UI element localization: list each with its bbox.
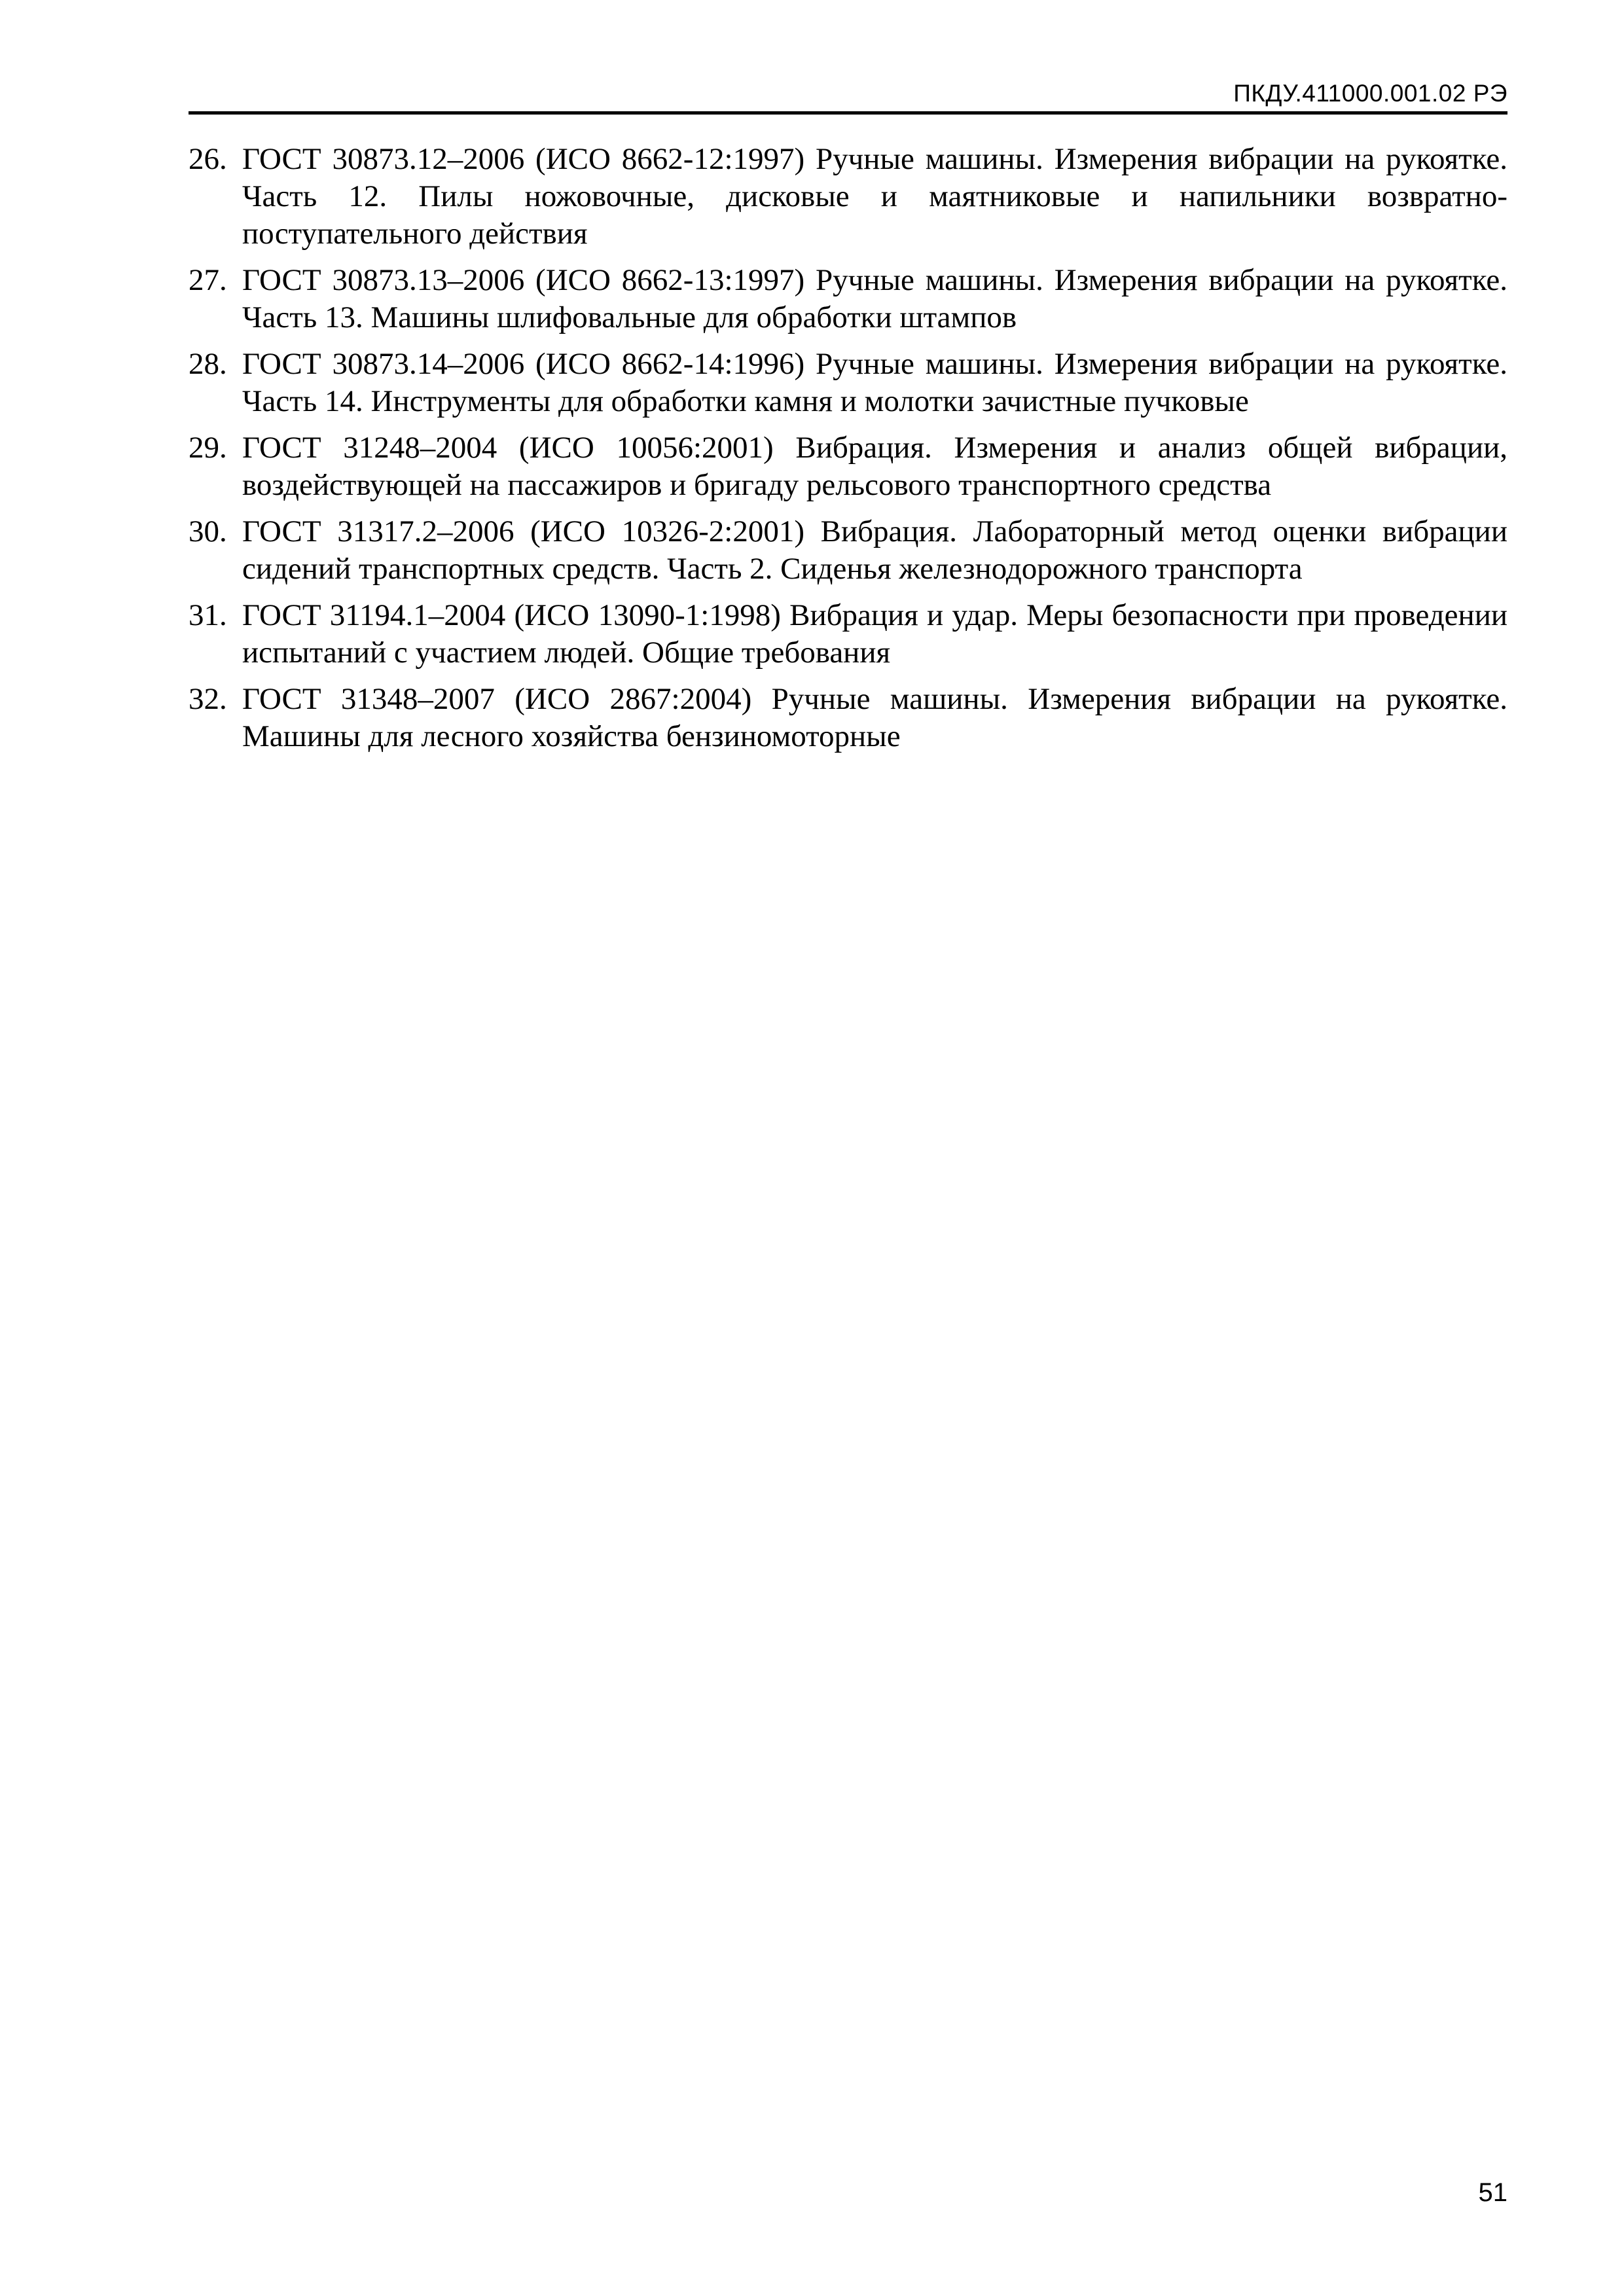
reference-number: 26.: [189, 142, 227, 176]
header-rule: [189, 111, 1507, 115]
reference-text: ГОСТ 31248–2004 (ИСО 10056:2001) Вибрация. Измерения и анализ общей вибрации, воздействующей на пассажиров и бригаду рельсового транспортного средства: [242, 431, 1507, 502]
reference-number: 27.: [189, 263, 227, 297]
reference-text: ГОСТ 31194.1–2004 (ИСО 13090-1:1998) Вибрация и удар. Меры безопасности при проведении испытаний с участием людей. Общие требования: [242, 598, 1507, 670]
reference-text: ГОСТ 30873.12–2006 (ИСО 8662-12:1997) Ручные машины. Измерения вибрации на рукоятке. Часть 12. Пилы ножовочные, дисковые и маятниковые и напильники возвратно-поступательного действия: [242, 142, 1507, 251]
reference-text: ГОСТ 31317.2–2006 (ИСО 10326-2:2001) Вибрация. Лабораторный метод оценки вибрации сидений транспортных средств. Часть 2. Сиденья железнодорожного транспорта: [242, 514, 1507, 586]
reference-item: [189, 141, 1507, 253]
reference-number: 32.: [189, 682, 227, 716]
reference-text: ГОСТ 30873.14–2006 (ИСО 8662-14:1996) Ручные машины. Измерения вибрации на рукоятке. Часть 14. Инструменты для обработки камня и молотки зачистные пучковые: [242, 347, 1507, 418]
reference-number: 31.: [189, 598, 227, 632]
reference-text: ГОСТ 30873.13–2006 (ИСО 8662-13:1997) Ручные машины. Измерения вибрации на рукоятке. Часть 13. Машины шлифовальные для обработки штампов: [242, 263, 1507, 334]
reference-item: [189, 346, 1507, 420]
page-header: [189, 73, 1507, 114]
page-number: 51: [1478, 2178, 1507, 2207]
document-code: ПКДУ.411000.001.02 РЭ: [1233, 80, 1507, 107]
reference-number: 30.: [189, 514, 227, 548]
reference-text: ГОСТ 31348–2007 (ИСО 2867:2004) Ручные машины. Измерения вибрации на рукоятке. Машины для лесного хозяйства бензиномоторные: [242, 682, 1507, 753]
reference-item: [189, 513, 1507, 588]
reference-item: [189, 429, 1507, 504]
reference-item: [189, 262, 1507, 336]
reference-list: [189, 141, 1507, 764]
reference-item: [189, 681, 1507, 755]
reference-item: [189, 597, 1507, 672]
reference-number: 28.: [189, 347, 227, 381]
reference-number: 29.: [189, 431, 227, 465]
